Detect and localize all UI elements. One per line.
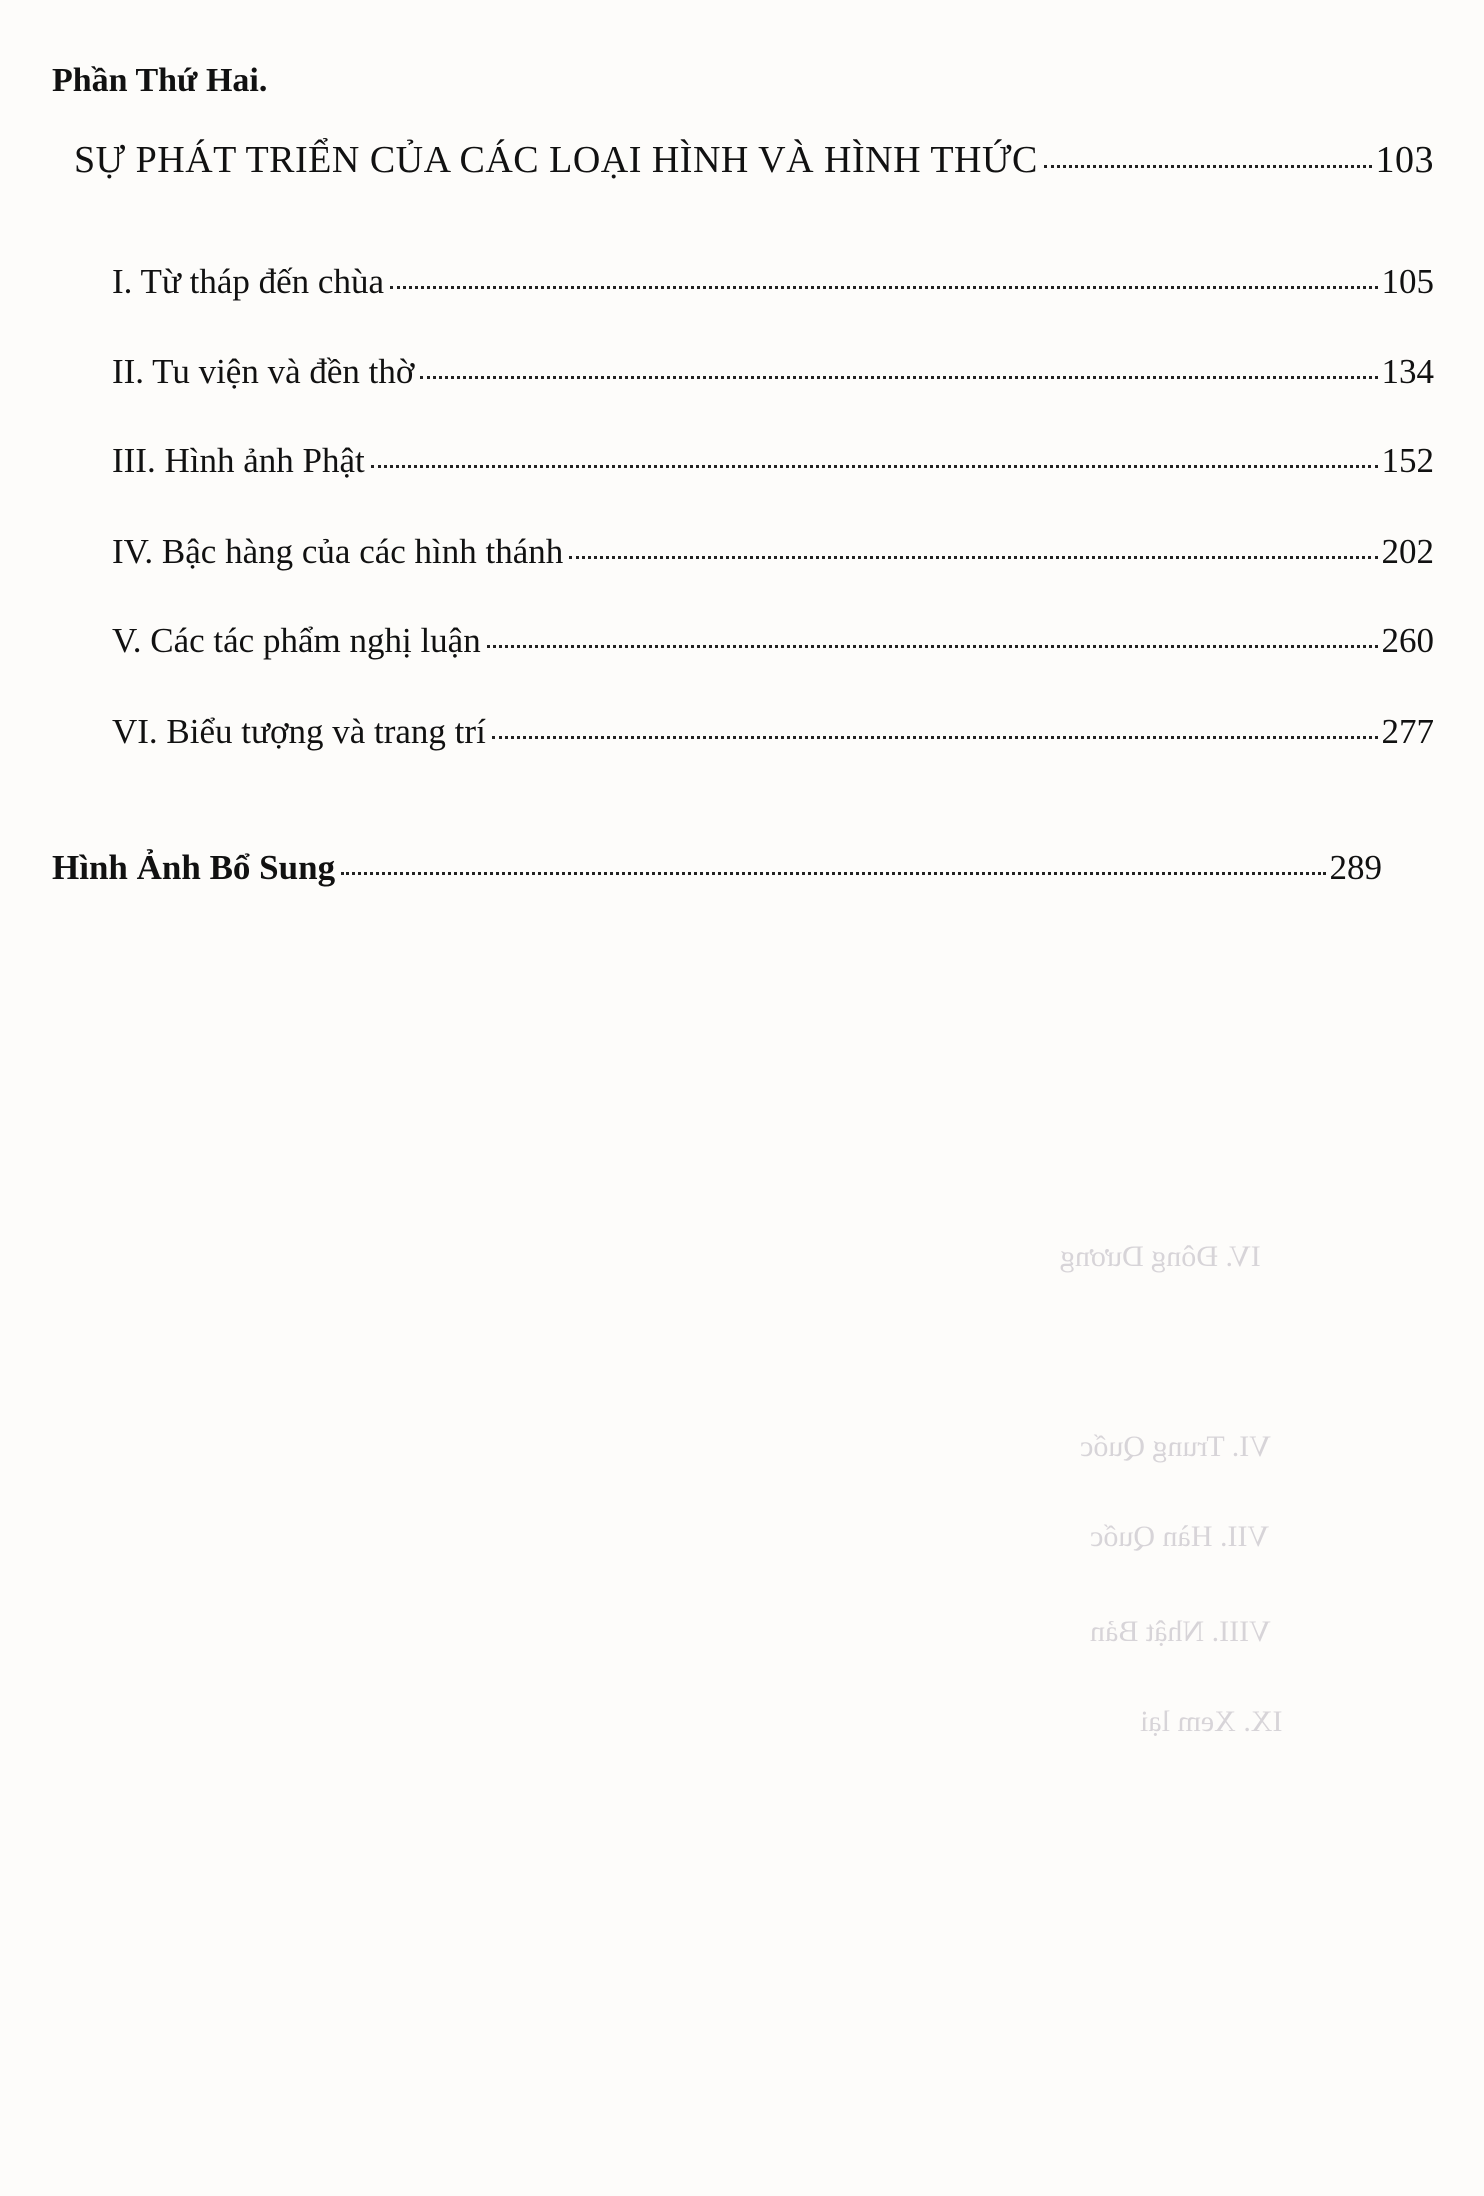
toc-section-title: SỰ PHÁT TRIỂN CỦA CÁC LOẠI HÌNH VÀ HÌNH THỨC	[74, 139, 1038, 181]
dot-leader	[371, 465, 1378, 468]
toc-entry-title: III. Hình ảnh Phật	[112, 441, 365, 480]
toc-entry	[112, 441, 1434, 481]
toc-supplement-title: Hình Ảnh Bổ Sung	[52, 848, 336, 887]
toc-entry-page: 105	[1381, 262, 1434, 301]
toc-entry	[112, 352, 1434, 392]
toc-supplement-row	[52, 848, 1382, 888]
toc-entry	[112, 712, 1434, 752]
bleed-through-text: VII. Hàn Quốc	[1090, 1520, 1270, 1553]
dot-leader	[1044, 165, 1372, 168]
dot-leader	[341, 872, 1325, 875]
dot-leader	[487, 645, 1378, 648]
toc-entry-title: II. Tu viện và đền thờ	[112, 352, 415, 391]
toc-entry-page: 134	[1381, 352, 1434, 391]
bleed-through-text: VIII. Nhật Bản	[1090, 1615, 1271, 1648]
bleed-through-text: VI. Trung Quốc	[1080, 1430, 1271, 1463]
toc-entry-title: VI. Biểu tượng và trang trí	[112, 712, 486, 751]
toc-entry-page: 260	[1381, 621, 1434, 660]
toc-entry-page: 277	[1381, 712, 1434, 751]
toc-entry-page: 202	[1381, 532, 1434, 571]
bleed-through-text: IX. Xem lại	[1140, 1705, 1283, 1738]
dot-leader	[492, 736, 1378, 739]
toc-entry-title: V. Các tác phẩm nghị luận	[112, 621, 481, 660]
toc-entry	[112, 262, 1434, 302]
toc-entry	[112, 621, 1434, 661]
bleed-through-text: IV. Đông Dương	[1060, 1240, 1261, 1273]
toc-section-row	[74, 138, 1434, 182]
part-heading: Phần Thứ Hai.	[52, 62, 268, 99]
toc-entry-title: IV. Bậc hàng của các hình thánh	[112, 532, 564, 571]
dot-leader	[390, 286, 1378, 289]
dot-leader	[420, 376, 1377, 379]
toc-entry-page: 152	[1381, 441, 1434, 480]
toc-section-page: 103	[1375, 139, 1434, 181]
dot-leader	[569, 556, 1377, 559]
toc-entry	[112, 532, 1434, 572]
toc-entry-title: I. Từ tháp đến chùa	[112, 262, 384, 301]
toc-supplement-page: 289	[1329, 848, 1382, 887]
